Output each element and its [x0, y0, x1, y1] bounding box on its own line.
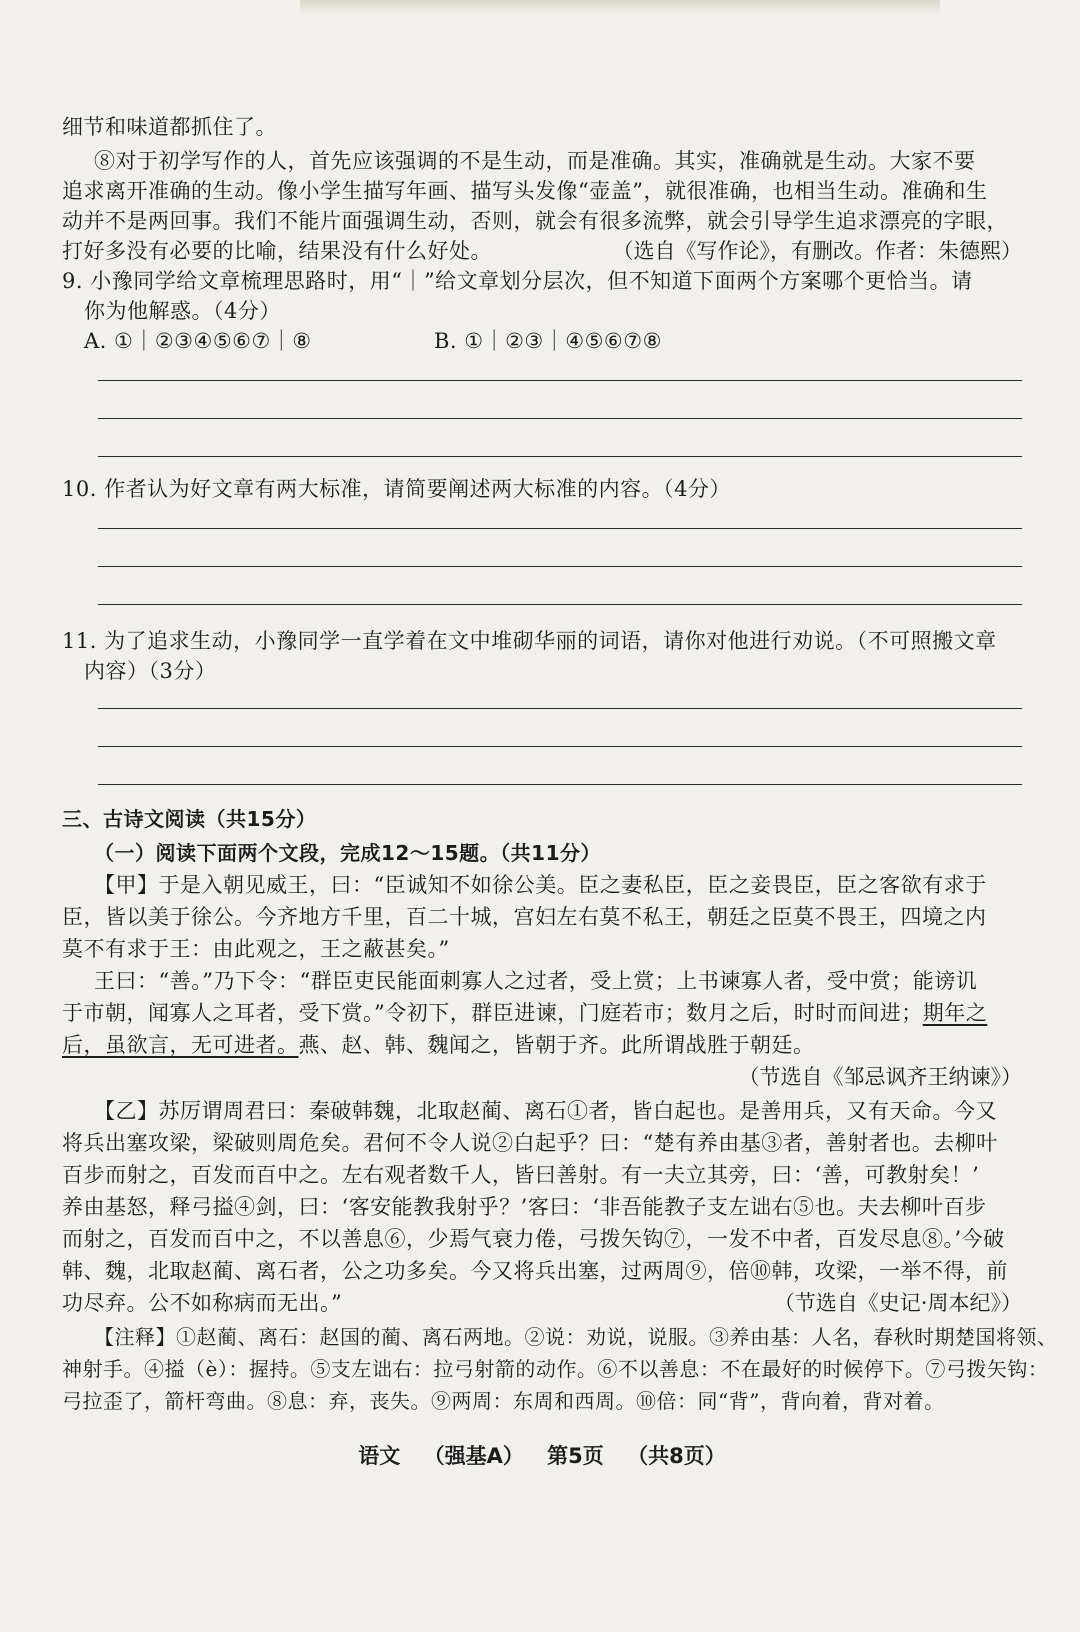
subsection-title: （一）阅读下面两个文段，完成12～15题。（共11分） — [94, 841, 601, 865]
answer-line[interactable] — [98, 380, 1022, 381]
question-10: 10. 作者认为好文章有两大标准，请简要阐述两大标准的内容。（4分） — [62, 477, 731, 501]
yi-line: 功尽弃。公不如称病而无出。” — [62, 1291, 343, 1315]
jia-line — [62, 1030, 815, 1060]
answer-line[interactable] — [98, 784, 1022, 785]
jia-line — [62, 998, 987, 1028]
answer-line[interactable] — [98, 456, 1022, 457]
jia-text: 燕、赵、韩、魏闻之，皆朝于齐。此所谓战胜于朝廷。 — [298, 1033, 815, 1057]
passage-source: （选自《写作论》，有删改。作者：朱德熙） — [612, 239, 1022, 263]
q9-option-b: B. ①｜②③｜④⑤⑥⑦⑧ — [434, 329, 662, 353]
yi-source: （节选自《史记·周本纪》） — [773, 1291, 1022, 1315]
question-11-cont: 内容）（3分） — [84, 659, 217, 683]
passage-line: 细节和味道都抓住了。 — [62, 115, 277, 139]
yi-line: 养由基怒，释弓搤④剑，曰：‘客安能教我射乎？’客曰：‘非吾能教子支左诎右⑤也。夫去柳叶百步 — [62, 1195, 987, 1219]
question-9-cont: 你为他解惑。（4分） — [84, 299, 281, 323]
page-footer — [62, 1440, 1022, 1470]
passage-line: 动并不是两回事。我们不能片面强调生动，否则，就会有很多流弊，就会引导学生追求漂亮的字眼， — [62, 209, 1008, 233]
underlined-text: 期年之 — [922, 1001, 988, 1025]
footer-edition: （强基A） — [423, 1444, 524, 1468]
yi-line: 将兵出塞攻梁，梁破则周危矣。君何不令人说②白起乎？曰：“楚有养由基③者，善射者也。去柳叶 — [62, 1131, 998, 1155]
yi-line: 百步而射之，百发而百中之。左右观者数千人，皆曰善射。有一夫立其旁，曰：‘善，可教射矣！’ — [62, 1163, 980, 1187]
answer-line[interactable] — [98, 708, 1022, 709]
jia-line: 王曰：“善。”乃下令：“群臣吏民能面刺寡人之过者，受上赏；上书谏寡人者，受中赏；能谤讥 — [94, 969, 978, 993]
footer-page: 第5页 — [547, 1444, 604, 1468]
footer-total: （共8页） — [627, 1444, 726, 1468]
underlined-text: 后，虽欲言，无可进者。 — [62, 1033, 299, 1057]
passage-line: ⑧对于初学写作的人，首先应该强调的不是生动，而是准确。其实，准确就是生动。大家不要 — [94, 149, 976, 173]
answer-line[interactable] — [98, 566, 1022, 567]
notes-line: 神射手。④搤（è）：握持。⑤支左诎右：拉弓射箭的动作。⑥不以善息：不在最好的时候停下。⑦弓拨矢钩： — [62, 1357, 1049, 1381]
jia-line: 莫不有求于王：由此观之，王之蔽甚矣。” — [62, 937, 450, 961]
yi-line: 【乙】苏厉谓周君曰：秦破韩魏，北取赵蔺、离石①者，皆白起也。是善用兵，又有天命。今又 — [94, 1099, 997, 1123]
passage-line: 追求离开准确的生动。像小学生描写年画、描写头发像“壶盖”，就很准确，也相当生动。准确和生 — [62, 179, 988, 203]
scan-shadow — [300, 0, 940, 14]
answer-line[interactable] — [98, 604, 1022, 605]
jia-line: 【甲】于是入朝见威王，曰：“臣诚知不如徐公美。臣之妻私臣，臣之妾畏臣，臣之客欲有求于 — [94, 873, 987, 897]
passage-line: 打好多没有必要的比喻，结果没有什么好处。 — [62, 239, 492, 263]
yi-line: 韩、魏，北取赵蔺、离石者，公之功多矣。今又将兵出塞，过两周⑨，倍⑩韩，攻梁，一举不得，前 — [62, 1259, 1008, 1283]
answer-line[interactable] — [98, 418, 1022, 419]
notes-line: 弓拉歪了，箭杆弯曲。⑧息：弃，丧失。⑨两周：东周和西周。⑩倍：同“背”，背向着，背对着。 — [62, 1389, 945, 1413]
jia-line: 臣，皆以美于徐公。今齐地方千里，百二十城，宫妇左右莫不私王，朝廷之臣莫不畏王，四境之内 — [62, 905, 987, 929]
yi-line: 而射之，百发而百中之，不以善息⑥，少焉气衰力倦，弓拨矢钩⑦，一发不中者，百发尽息⑧。’今破 — [62, 1227, 1005, 1251]
answer-line[interactable] — [98, 528, 1022, 529]
jia-source: （节选自《邹忌讽齐王纳谏》） — [738, 1065, 1022, 1089]
footer-subject: 语文 — [358, 1444, 401, 1468]
answer-line[interactable] — [98, 746, 1022, 747]
q9-option-a: A. ①｜②③④⑤⑥⑦｜⑧ — [84, 329, 312, 353]
question-9: 9. 小豫同学给文章梳理思路时，用“｜”给文章划分层次，但不知道下面两个方案哪个更恰当。请 — [62, 269, 973, 293]
question-11: 11. 为了追求生动，小豫同学一直学着在文中堆砌华丽的词语，请你对他进行劝说。（不可照搬文章 — [62, 629, 997, 653]
section-title: 三、古诗文阅读（共15分） — [62, 807, 317, 831]
jia-text: 于市朝，闻寡人之耳者，受下赏。”令初下，群臣进谏，门庭若市；数月之后，时时而间进； — [62, 1001, 923, 1025]
notes-line: 【注释】①赵蔺、离石：赵国的蔺、离石两地。②说：劝说，说服。③养由基：人名，春秋时期楚国将领、 — [94, 1325, 1058, 1349]
